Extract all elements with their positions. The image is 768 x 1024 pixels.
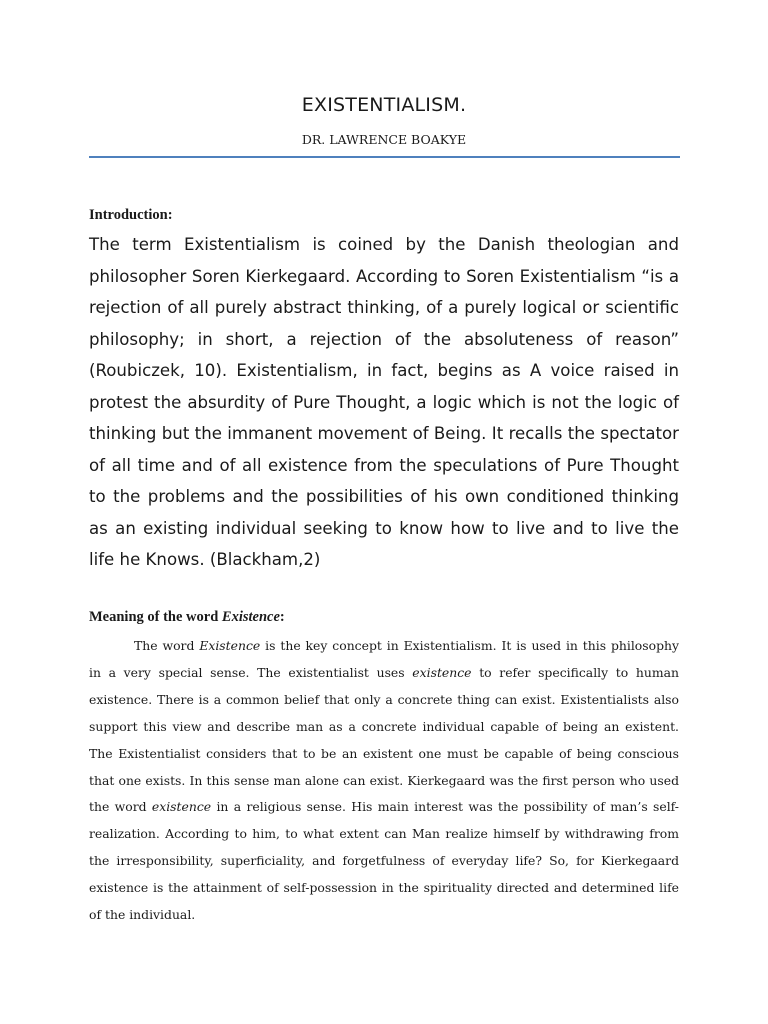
document-author: DR. LAWRENCE BOAKYE: [301, 132, 467, 147]
introduction-paragraph: The term Existentialism is coined by the Danish theologian and philosopher Soren Kierkegaard. According to Soren Existentialism “is a rejection of all purely abstract thinking, of a purely logical or scientific philosophy; in short, a rejection of the absoluteness of reason” (Roubiczek, 10). Existentialism, in fact, begins as A voice raised in protest the absurdity of Pure Thought, a logic which is not the logic of thinking but the immanent movement of Being. It recalls the spectator of all time and of all existence from the speculations of Pure Thought to the problems and the possibilities of his own conditioned thinking as an existing individual seeking to know how to live and to live the life he Knows. (Blackham,2): [89, 235, 679, 569]
title-divider: [89, 156, 680, 158]
meaning-text-part-4: in a religious sense. His main interest was the possibility of man’s self-realization. According to him, to what extent can Man realize himself by withdrawing from the irresponsibility, superficiality, and forgetfulness of everyday life? So, for Kierkegaard existence is the attainment of self-possession in the spirituality directed and determined life of the individual.: [89, 799, 679, 923]
document-title: EXISTENTIALISM.: [301, 94, 467, 116]
meaning-text-part-2: is the key concept in Existentialism. It is used in this philosophy in a very special sense. The existentialist uses: [89, 638, 680, 680]
meaning-text-part-3: to refer specifically to human existence. There is a common belief that only a concrete thing can exist. Existentialists also support this view and describe man as a concrete individual capable of being an existent. The Existentialist considers that to be an existent one must be capable of being conscious that one exists. In this sense man alone can exist. Kierkegaard was the first person who used the word: [89, 664, 679, 815]
meaning-term-existence-1: Existence: [199, 638, 261, 653]
meaning-heading-suffix: :: [279, 609, 285, 625]
meaning-heading-prefix: Meaning of the word: [89, 609, 222, 625]
meaning-heading-term: Existence: [221, 609, 280, 625]
introduction-heading: Introduction:: [89, 207, 173, 223]
meaning-heading: [89, 609, 285, 626]
meaning-paragraph: [89, 633, 679, 929]
meaning-term-existence-2: existence: [412, 664, 472, 680]
meaning-term-existence-3: existence: [151, 799, 212, 815]
meaning-text-part-1: The word: [134, 638, 200, 653]
